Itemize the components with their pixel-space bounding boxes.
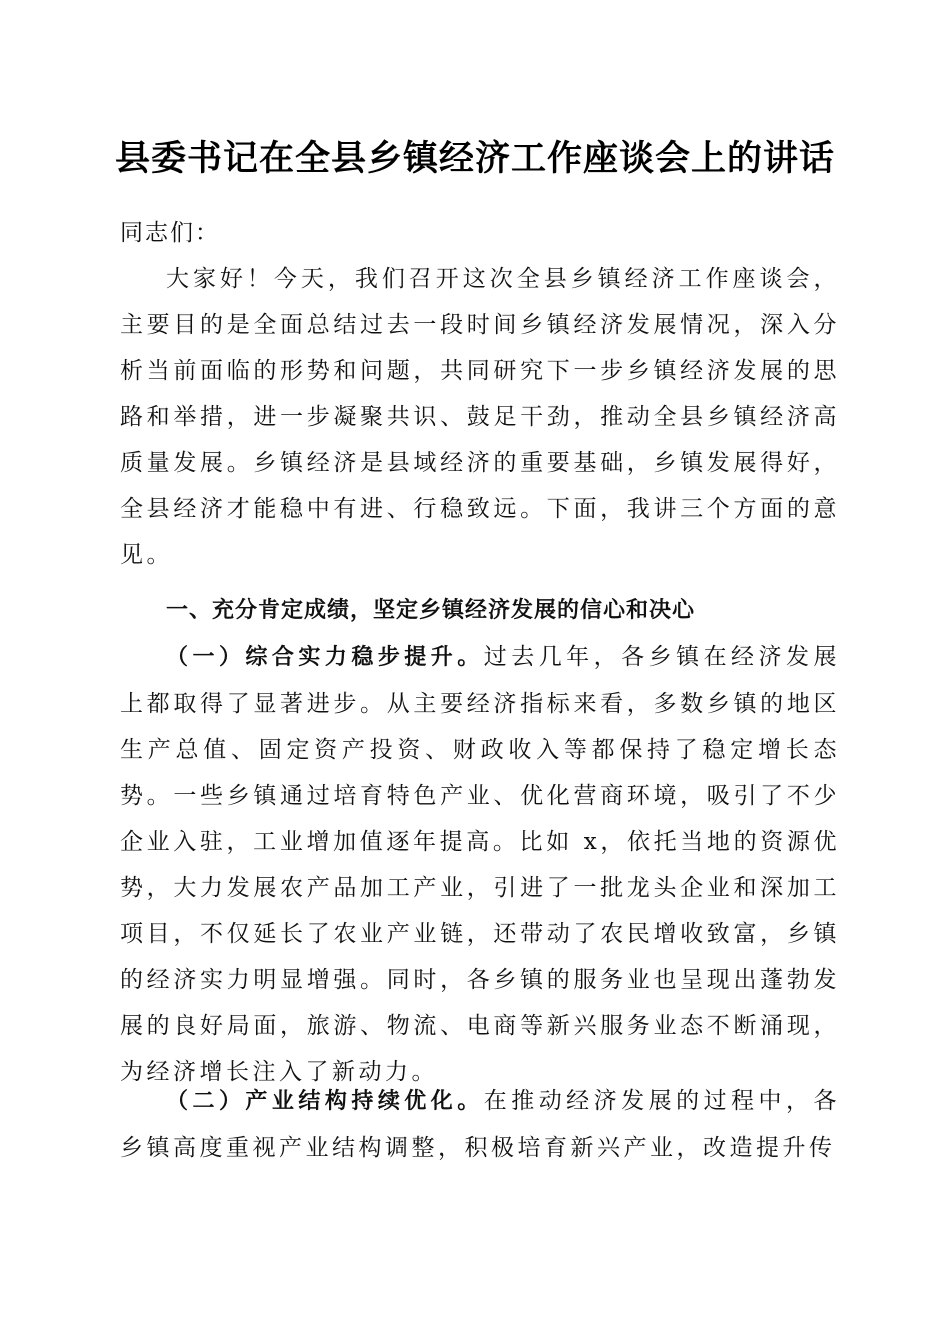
- section-1-heading: 一、充分肯定成绩，坚定乡镇经济发展的信心和决心: [166, 598, 696, 623]
- subsection-1-paragraph: [120, 634, 840, 1095]
- subsection-2-text: 在推动经济发展的过程中，各乡镇高度重视产业结构调整，积极培育新兴产业，改造提升传: [120, 1088, 840, 1161]
- subsection-2-lead: （二）产业结构持续优化。: [166, 1089, 484, 1114]
- greeting: 同志们：: [120, 220, 220, 246]
- subsection-1-text: 过去几年，各乡镇在经济发展上都取得了显著进步。从主要经济指标来看，多数乡镇的地区生产总值、固定资产投资、财政收入等都保持了稳定增长态势。一些乡镇通过培育特色产业、优化营商环境，吸引了不少企业入驻，工业增加值逐年提高。比如 x，依托当地的资源优势，大力发展农产品加工产业，引进了一批龙头企业和深加工项目，不仅延长了农业产业链，还带动了农民增收致富，乡镇的经济实力明显增强。同时，各乡镇的服务业也呈现出蓬勃发展的良好局面，旅游、物流、电商等新兴服务业态不断涌现，为经济增长注入了新动力。: [120, 644, 840, 1085]
- subsection-1-lead: （一）综合实力稳步提升。: [166, 645, 484, 670]
- subsection-2-paragraph: [120, 1078, 840, 1171]
- intro-paragraph: 大家好！今天，我们召开这次全县乡镇经济工作座谈会，主要目的是全面总结过去一段时间乡镇经济发展情况，深入分析当前面临的形势和问题，共同研究下一步乡镇经济发展的思路和举措，进一步凝聚共识、鼓足干劲，推动全县乡镇经济高质量发展。乡镇经济是县域经济的重要基础，乡镇发展得好，全县经济才能稳中有进、行稳致远。下面，我讲三个方面的意见。: [120, 266, 840, 568]
- document-title: 县委书记在全县乡镇经济工作座谈会上的讲话: [114, 138, 835, 179]
